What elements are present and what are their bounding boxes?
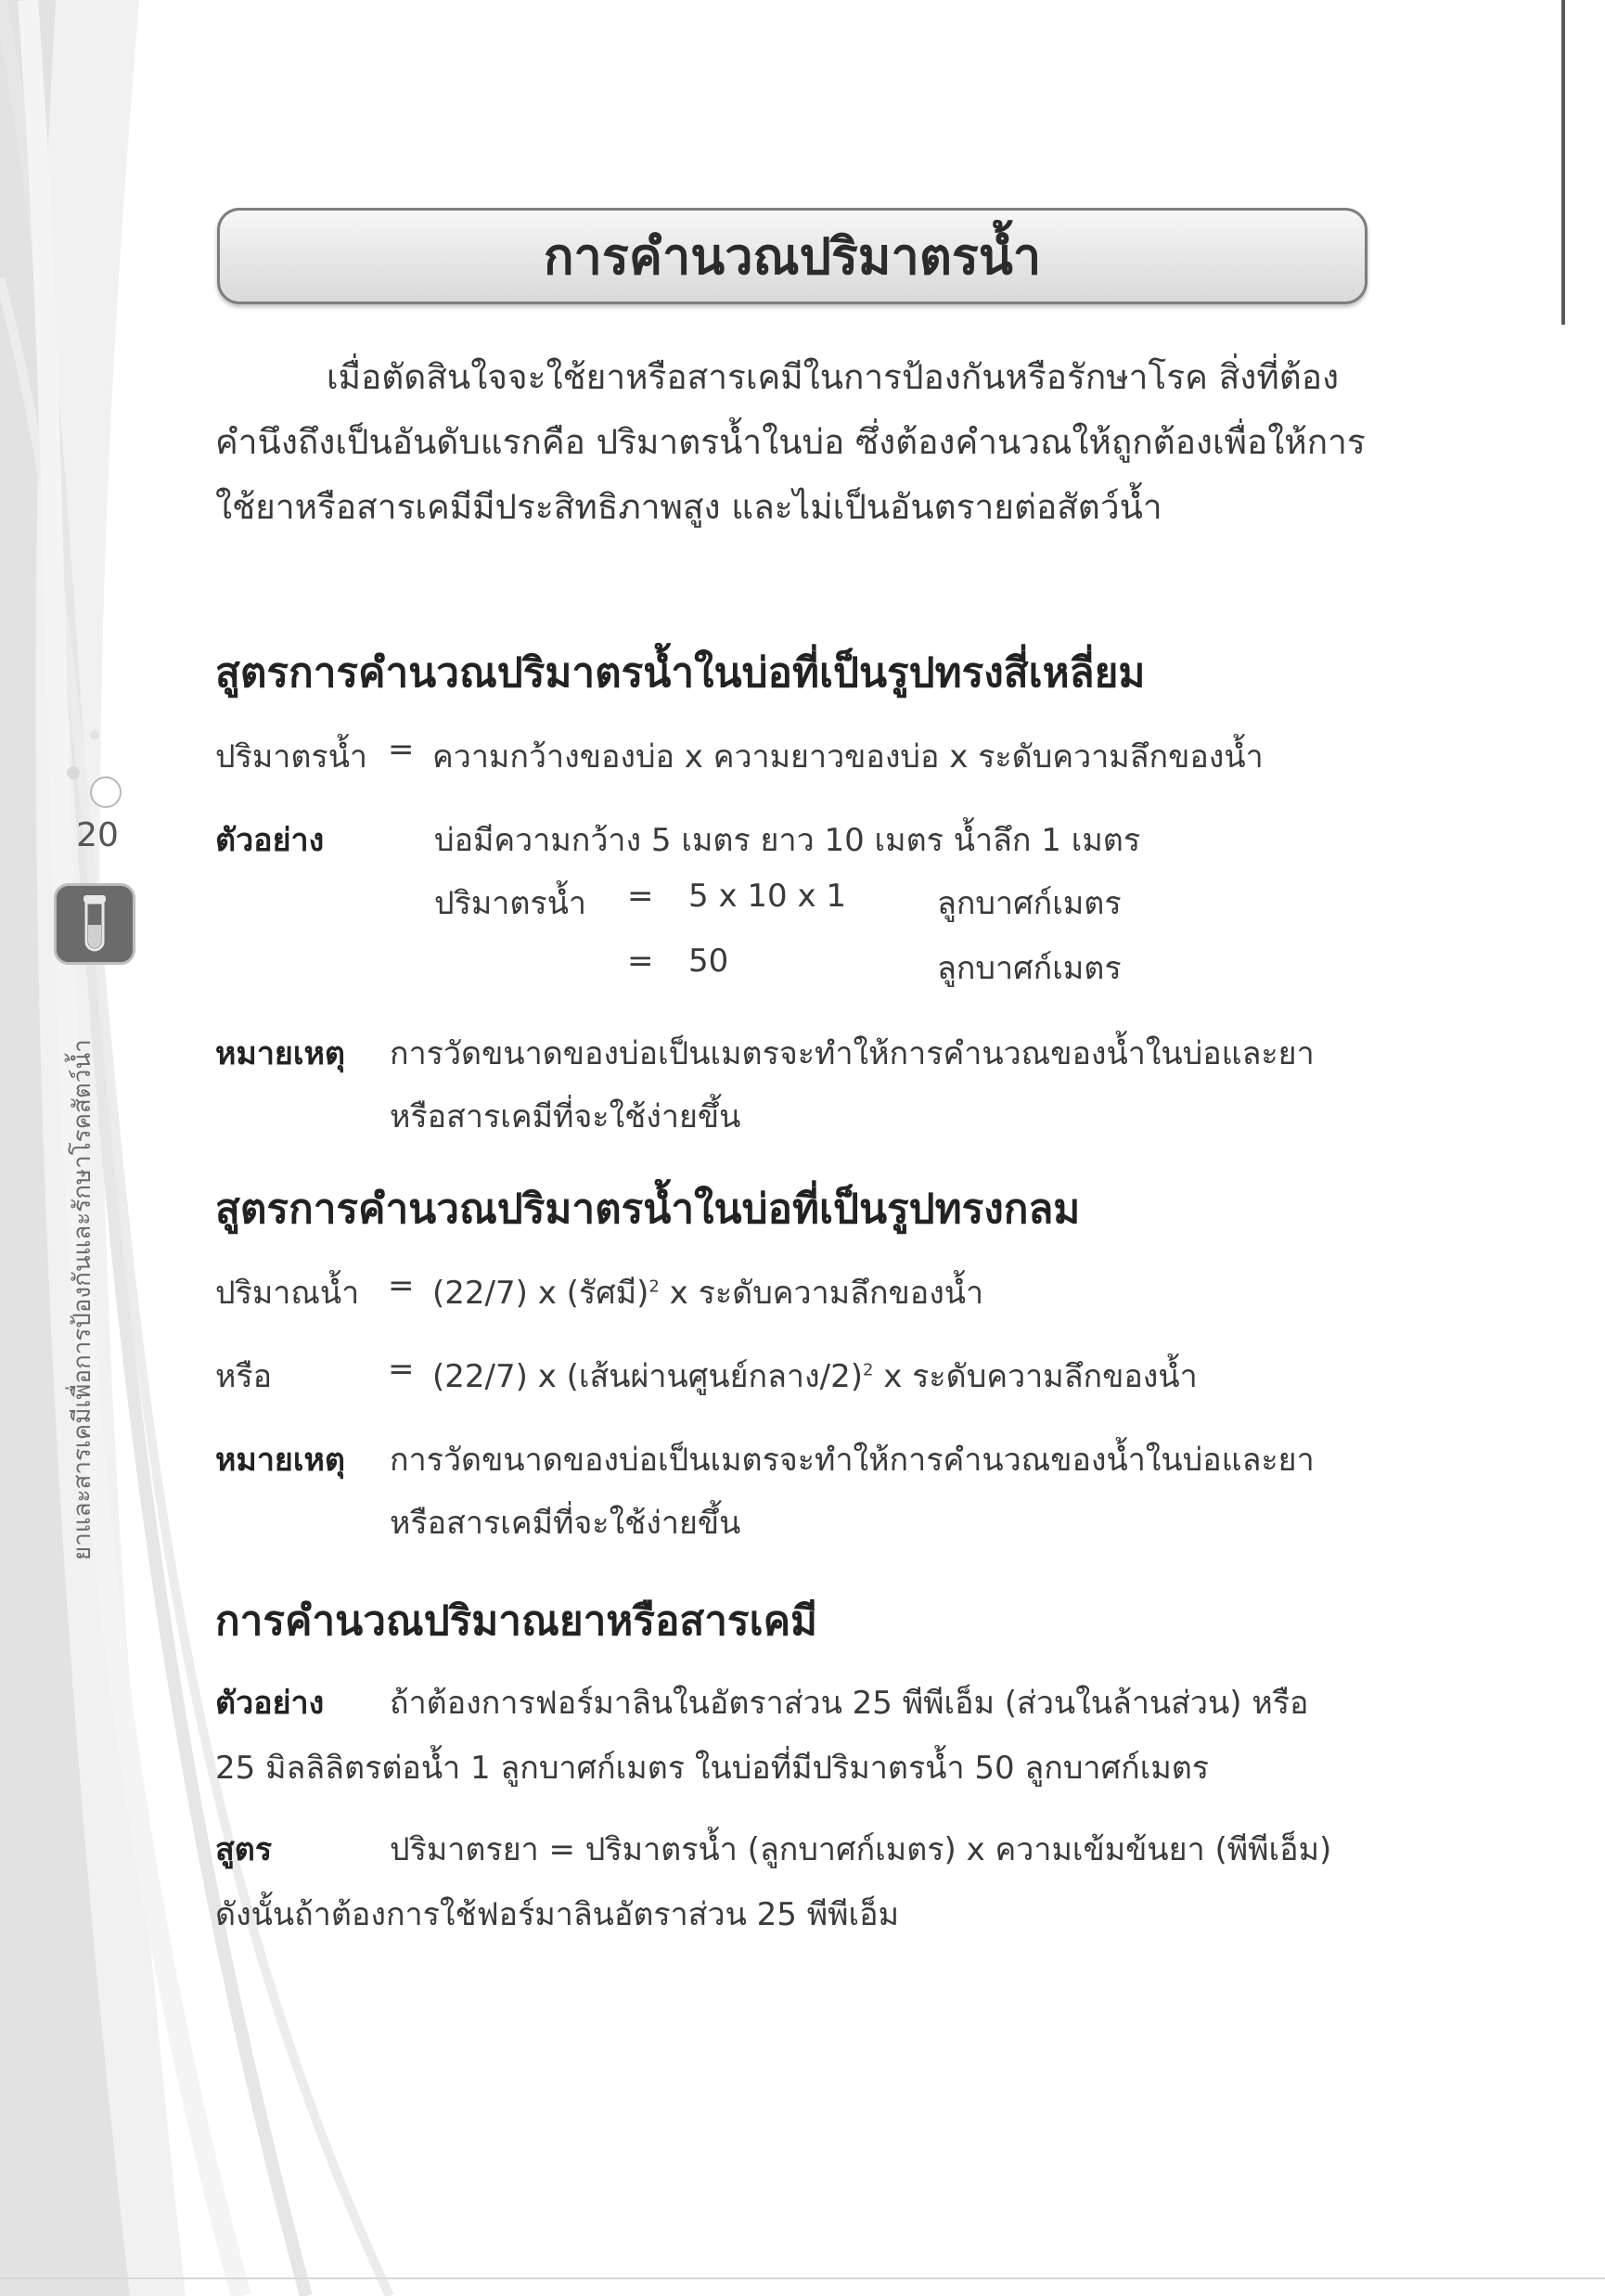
decorative-circle: [90, 776, 122, 808]
equals-sign: =: [388, 1351, 415, 1388]
or-label: หรือ: [215, 1358, 273, 1395]
note-line-2: หรือสารเคมีที่จะใช้ง่ายขึ้น: [390, 1098, 741, 1135]
page-number: 20: [76, 816, 119, 854]
equals-sign: =: [627, 943, 654, 980]
unit-label: ลูกบาศก์เมตร: [937, 885, 1122, 922]
drug-formula-line-2: ดังนั้นถ้าต้องการใช้ฟอร์มาลินอัตราส่วน 25 พีพีเอ็ม: [215, 1896, 899, 1933]
note-line-2: หรือสารเคมีที่จะใช้ง่ายขึ้น: [390, 1505, 741, 1542]
circle-formula-alt: (22/7) x (เส้นผ่านศูนย์กลาง/2)$^2$ x ระดับความลึกของน้ำ: [432, 1358, 1198, 1395]
test-tube-icon: [54, 883, 135, 965]
example-label: ตัวอย่าง: [215, 1685, 325, 1722]
equals-sign: =: [388, 1267, 415, 1304]
title-banner: [217, 208, 1367, 304]
example-label: ตัวอย่าง: [215, 822, 325, 859]
circle-formula-label: ปริมาณน้ำ: [215, 1275, 360, 1312]
note-line-1: การวัดขนาดของบ่อเป็นเมตรจะทำให้การคำนวณของน้ำในบ่อและยา: [390, 1035, 1315, 1072]
equals-sign: =: [388, 731, 415, 768]
rect-heading: สูตรการคำนวณปริมาตรน้ำในบ่อที่เป็นรูปทรงสี่เหลี่ยม: [215, 649, 1146, 697]
formula-label: สูตร: [215, 1831, 273, 1868]
unit-label: ลูกบาศก์เมตร: [937, 950, 1122, 987]
intro-paragraph: เมื่อตัดสินใจจะใช้ยาหรือสารเคมีในการป้องกันหรือรักษาโรค สิ่งที่ต้องคำนึงถึงเป็นอันดับแรกคือ ปริมาตรน้ำในบ่อ ซึ่งต้องคำนวณให้ถูกต้องเพื่อให้การใช้ยาหรือสารเคมีมีประสิทธิภาพสูง และไม่เป็นอันตรายต่อสัตว์น้ำ: [215, 357, 1366, 527]
equals-sign: =: [627, 878, 654, 915]
example-text: บ่อมีความกว้าง 5 เมตร ยาว 10 เมตร น้ำลึก 1 เมตร: [434, 822, 1141, 859]
note-label: หมายเหตุ: [215, 1442, 345, 1479]
circle-heading: สูตรการคำนวณปริมาตรน้ำในบ่อที่เป็นรูปทรงกลม: [215, 1186, 1081, 1233]
calc-label: ปริมาตรน้ำ: [434, 885, 587, 922]
calc-step-2: 50: [688, 943, 729, 980]
circle-formula: (22/7) x (รัศมี)$^2$ x ระดับความลึกของน้ำ: [432, 1275, 984, 1312]
page-title: การคำนวณปริมาตรน้ำ: [543, 227, 1042, 286]
rect-formula: ความกว้างของบ่อ x ความยาวของบ่อ x ระดับความลึกของน้ำ: [432, 738, 1264, 776]
note-label: หมายเหตุ: [215, 1035, 345, 1072]
drug-formula-line-1: ปริมาตรยา = ปริมาตรน้ำ (ลูกบาศก์เมตร) x ความเข้มข้นยา (พีพีเอ็ม): [390, 1831, 1332, 1868]
calc-step-1: 5 x 10 x 1: [688, 878, 846, 915]
note-line-1: การวัดขนาดของบ่อเป็นเมตรจะทำให้การคำนวณของน้ำในบ่อและยา: [390, 1442, 1315, 1479]
decorative-dot: [67, 766, 80, 779]
drug-example-line-2: 25 มิลลิลิตรต่อน้ำ 1 ลูกบาศก์เมตร ในบ่อที่มีปริมาตรน้ำ 50 ลูกบาศก์เมตร: [215, 1750, 1210, 1787]
decorative-dot: [90, 730, 99, 739]
drug-example-line-1: ถ้าต้องการฟอร์มาลินในอัตราส่วน 25 พีพีเอ็ม (ส่วนในล้านส่วน) หรือ: [390, 1685, 1309, 1722]
page-edge-rule: [1561, 0, 1565, 325]
sidebar-book-title: ยาและสารเคมีเพื่อการป้องกันและรักษาโรคสัตว์น้ำ: [69, 1039, 96, 1560]
page-bottom-rule: [0, 2277, 1605, 2279]
rect-formula-label: ปริมาตรน้ำ: [215, 738, 368, 776]
drug-heading: การคำนวณปริมาณยาหรือสารเคมี: [215, 1597, 818, 1645]
